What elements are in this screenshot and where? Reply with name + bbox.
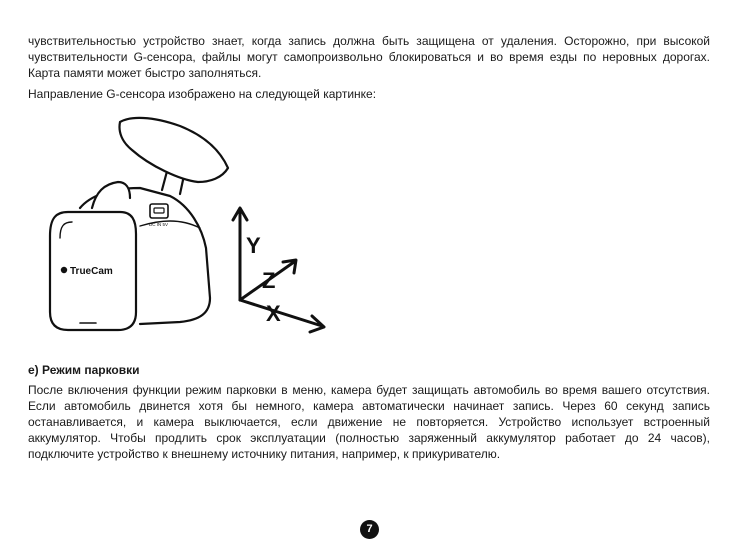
y-axis-arrow [233,208,247,300]
suction-mount [120,118,229,182]
truecam-logo-icon [61,267,67,273]
y-axis-label: Y [246,233,261,258]
brand-label: TrueCam [70,266,113,277]
gsensor-direction-figure [40,108,340,338]
z-axis-label: Z [262,268,276,293]
port-label: DC IN 5V [149,222,169,227]
paragraph-gsensor-sensitivity: чувствительностью устройство знает, когда запись должна быть защищена от удаления. Осторожно, при высокой чувствительности G-сенсора, файлы могут самопроизвольно блокироваться и во время езды по неровных дорогах. Карта памяти может быстро заполняться. [28,34,710,80]
page-number: 7 [360,520,379,539]
paragraph-parking-mode: После включения функции режим парковки в меню, камера будет защищать автомобиль во время вашего отсутствия. Если автомобиль двинется хотя бы немного, камера автоматически начинает запись. Через 60 секунд запись останавливается, и камера выключается, если движение не повторяется. Устройство использует встроенный аккумулятор. Чтобы продлить срок эксплуатации (полностью заряженный аккумулятор работает до 24 часов), подключите устройство к внешнему источнику питания, например, к прикуривателю. [28,383,710,461]
dc-in-port [150,204,168,218]
section-heading-parking-mode: e) Режим парковки [28,363,140,377]
x-axis-label: X [266,301,281,326]
paragraph-gsensor-direction: Направление G-сенсора изображено на следующей картинке: [28,87,377,101]
x-axis-arrow [240,300,324,332]
